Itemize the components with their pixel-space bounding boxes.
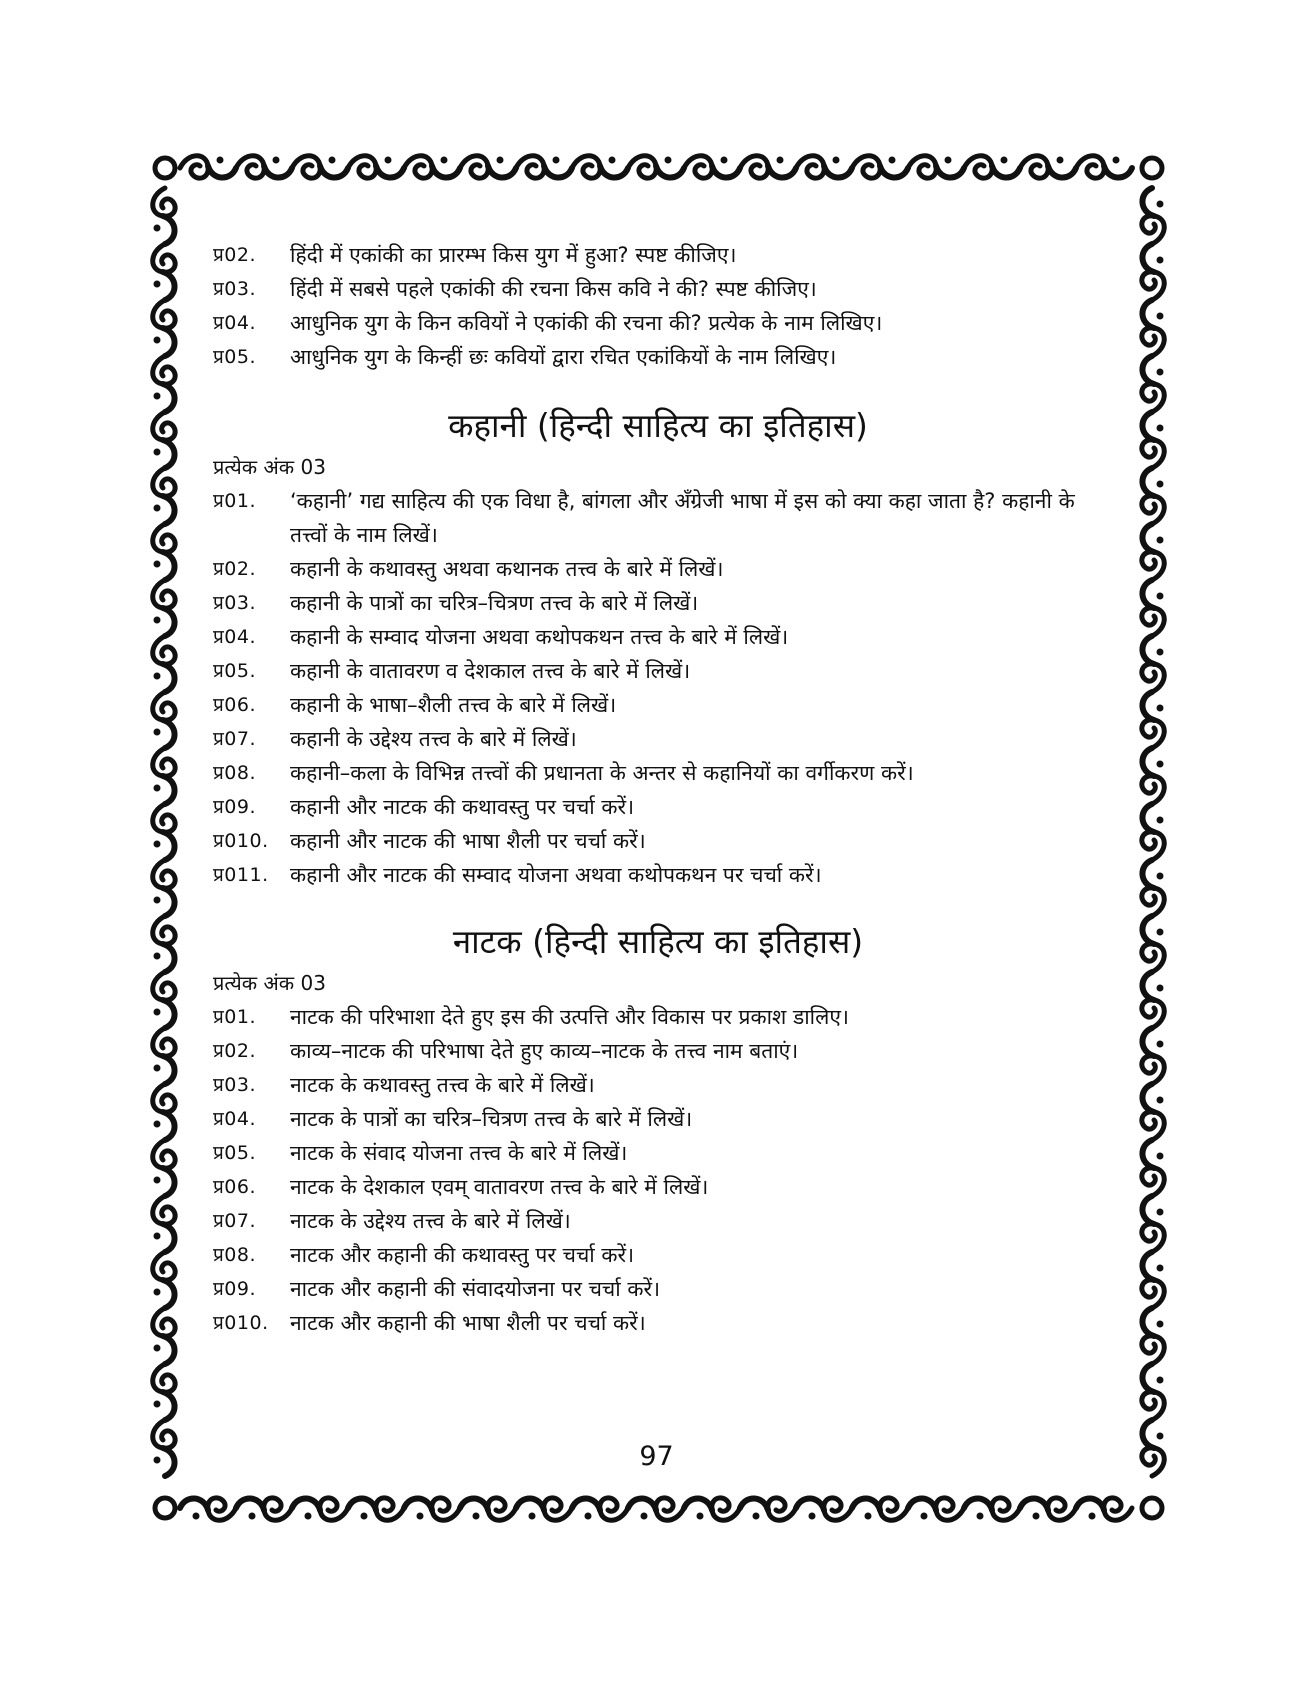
- question-item: [213, 552, 1103, 586]
- border-ornament: [684, 1498, 740, 1520]
- border-ornament: [153, 972, 175, 1028]
- question-number: प्र06.: [213, 1176, 257, 1198]
- marks-note: प्रत्येक अंक 03: [213, 455, 326, 479]
- border-ornament: [1076, 156, 1132, 178]
- question-item: [213, 238, 1103, 272]
- question-text: कहानी के भाषा–शैली तत्त्व के बारे में लिखें।: [290, 693, 617, 717]
- question-text: हिंदी में सबसे पहले एकांकी की रचना किस कवि ने की? स्पष्ट कीजिए।: [290, 277, 817, 301]
- border-ornament: [740, 1498, 796, 1520]
- border-ornament: [1142, 356, 1164, 412]
- question-number: प्र04.: [213, 312, 257, 334]
- border-ornament: [1142, 1252, 1164, 1308]
- border-ornament: [1142, 636, 1164, 692]
- border-ornament: [153, 1196, 175, 1252]
- border-ornament: [908, 1498, 964, 1520]
- question-number: प्र06.: [213, 694, 257, 716]
- border-ornament: [404, 156, 460, 178]
- border-ornament: [348, 1498, 404, 1520]
- question-text: नाटक के संवाद योजना तत्त्व के बारे में लिखें।: [290, 1141, 628, 1165]
- border-ornament: [153, 524, 175, 580]
- border-ornament: [852, 1498, 908, 1520]
- question-text: आधुनिक युग के किन कवियों ने एकांकी की रचना की? प्रत्येक के नाम लिखिए।: [290, 311, 883, 335]
- border-ornament: [1142, 692, 1164, 748]
- border-ornament: [572, 1498, 628, 1520]
- question-number: प्र09.: [213, 796, 257, 818]
- border-ornament: [852, 156, 908, 178]
- question-item: [213, 1306, 1103, 1340]
- question-text: कहानी और नाटक की कथावस्तु पर चर्चा करें।: [290, 795, 635, 819]
- question-text: नाटक और कहानी की संवादयोजना पर चर्चा करें।: [290, 1277, 661, 1301]
- border-ornament: [180, 1498, 236, 1520]
- question-number: प्र010.: [213, 830, 269, 852]
- border-ornament: [1142, 1084, 1164, 1140]
- question-item: [213, 722, 1103, 756]
- question-item: [213, 1204, 1103, 1238]
- question-text: नाटक और कहानी की भाषा शैली पर चर्चा करें।: [290, 1311, 646, 1335]
- border-ornament: [236, 156, 292, 178]
- question-item: [213, 484, 1103, 552]
- border-ornament: [153, 188, 175, 244]
- border-ornament: [1142, 244, 1164, 300]
- border-ornament: [964, 1498, 1020, 1520]
- border-ornament: [153, 804, 175, 860]
- border-ornament: [153, 636, 175, 692]
- question-text: कहानी और नाटक की सम्वाद योजना अथवा कथोपकथन पर चर्चा करें।: [290, 863, 822, 887]
- question-item: [213, 1034, 1103, 1068]
- border-left: [153, 188, 175, 1476]
- border-ornament: [1142, 916, 1164, 972]
- border-ornament: [153, 748, 175, 804]
- question-number: प्र02.: [213, 1040, 257, 1062]
- question-number: प्र05.: [213, 346, 257, 368]
- border-ornament: [153, 244, 175, 300]
- border-ornament: [1142, 1028, 1164, 1084]
- border-ornament: [1020, 156, 1076, 178]
- border-ornament: [153, 580, 175, 636]
- question-text: नाटक के पात्रों का चरित्र–चित्रण तत्त्व के बारे में लिखें।: [290, 1107, 693, 1131]
- border-ornament: [348, 156, 404, 178]
- border-top: [180, 156, 1132, 178]
- section-title: नाटक (हिन्दी साहित्य का इतिहास): [452, 922, 864, 961]
- question-text: कहानी के उद्देश्य तत्त्व के बारे में लिखें।: [290, 727, 577, 751]
- question-text: कहानी के पात्रों का चरित्र–चित्रण तत्त्व के बारे में लिखें।: [290, 591, 699, 615]
- question-number: प्र03.: [213, 1074, 257, 1096]
- border-ornament: [1142, 188, 1164, 244]
- border-ornament: [628, 1498, 684, 1520]
- question-item: [213, 654, 1103, 688]
- border-ornament: [404, 1498, 460, 1520]
- border-ornament: [460, 156, 516, 178]
- question-text: नाटक और कहानी की कथावस्तु पर चर्चा करें।: [290, 1243, 635, 1267]
- marks-note: प्रत्येक अंक 03: [213, 971, 326, 995]
- border-ornament: [796, 1498, 852, 1520]
- border-ornament: [1142, 524, 1164, 580]
- question-list: [213, 484, 1103, 892]
- border-ornament: [153, 860, 175, 916]
- border-ornament: [1142, 1364, 1164, 1420]
- section-intro-questions: [213, 238, 1103, 374]
- question-number: प्र02.: [213, 244, 257, 266]
- border-ornament: [1076, 1498, 1132, 1520]
- border-ornament: [964, 156, 1020, 178]
- question-list: [213, 238, 1103, 374]
- border-ornament: [292, 1498, 348, 1520]
- border-ornament: [153, 1308, 175, 1364]
- question-text: कहानी–कला के विभिन्न तत्त्वों की प्रधानता के अन्तर से कहानियों का वर्गीकरण करें।: [290, 761, 914, 785]
- question-text: नाटक की परिभाशा देते हुए इस की उत्पत्ति और विकास पर प्रकाश डालिए।: [290, 1005, 849, 1029]
- section-title: कहानी (हिन्दी साहित्य का इतिहास): [448, 406, 868, 445]
- border-ornament: [516, 1498, 572, 1520]
- question-number: प्र02.: [213, 558, 257, 580]
- border-ornament: [153, 1140, 175, 1196]
- border-ornament: [153, 916, 175, 972]
- border-ornament: [1142, 860, 1164, 916]
- border-ornament: [1142, 1196, 1164, 1252]
- question-item: [213, 688, 1103, 722]
- question-text: नाटक के उद्देश्य तत्त्व के बारे में लिखें।: [290, 1209, 571, 1233]
- border-ornament: [628, 156, 684, 178]
- question-number: प्र03.: [213, 592, 257, 614]
- question-text: ‘कहानी’ गद्य साहित्य की एक विधा है, बांगला और अँग्रेजी भाषा में इस को क्या कहा जाता है? कहानी के तत्त्वों के नाम लिखें।: [290, 489, 1075, 547]
- border-ornament: [153, 300, 175, 356]
- question-number: प्र01.: [213, 1006, 257, 1028]
- page-number: 97: [639, 1441, 674, 1472]
- question-item: [213, 620, 1103, 654]
- border-ornament: [1142, 468, 1164, 524]
- question-number: प्र01.: [213, 490, 257, 512]
- border-ornament: [153, 356, 175, 412]
- border-ornament: [572, 156, 628, 178]
- question-item: [213, 790, 1103, 824]
- border-ornament: [1142, 412, 1164, 468]
- border-ornament: [1142, 804, 1164, 860]
- section-kahani: [213, 404, 1103, 892]
- question-number: प्र07.: [213, 1210, 257, 1232]
- border-ornament: [153, 1364, 175, 1420]
- border-ornament: [153, 412, 175, 468]
- question-item: [213, 858, 1103, 892]
- border-ornament: [1142, 580, 1164, 636]
- question-list: [213, 1000, 1103, 1340]
- section-natak: [213, 920, 1103, 1340]
- question-number: प्र05.: [213, 1142, 257, 1164]
- question-text: हिंदी में एकांकी का प्रारम्भ किस युग में हुआ? स्पष्ट कीजिए।: [290, 243, 737, 267]
- question-item: [213, 306, 1103, 340]
- question-number: प्र04.: [213, 1108, 257, 1130]
- question-item: [213, 1068, 1103, 1102]
- question-item: [213, 1238, 1103, 1272]
- border-ornament: [908, 156, 964, 178]
- border-ornament: [1142, 300, 1164, 356]
- border-ornament: [153, 1084, 175, 1140]
- question-item: [213, 1136, 1103, 1170]
- border-ornament: [180, 156, 236, 178]
- border-ornament: [1142, 748, 1164, 804]
- border-bottom: [180, 1498, 1132, 1520]
- border-ornament: [153, 692, 175, 748]
- border-right: [1142, 188, 1164, 1476]
- question-number: प्र05.: [213, 660, 257, 682]
- question-text: आधुनिक युग के किन्हीं छः कवियों द्वारा रचित एकांकियों के नाम लिखिए।: [290, 345, 837, 369]
- question-item: [213, 756, 1103, 790]
- question-text: नाटक के देशकाल एवम् वातावरण तत्त्व के बारे में लिखें।: [290, 1175, 709, 1199]
- border-ornament: [153, 1028, 175, 1084]
- question-number: प्र07.: [213, 728, 257, 750]
- border-ornament: [1142, 972, 1164, 1028]
- question-number: प्र09.: [213, 1278, 257, 1300]
- question-item: [213, 586, 1103, 620]
- question-item: [213, 1170, 1103, 1204]
- border-ornament: [1020, 1498, 1076, 1520]
- border-ornament: [516, 156, 572, 178]
- border-ornament: [684, 156, 740, 178]
- question-item: [213, 824, 1103, 858]
- question-item: [213, 1272, 1103, 1306]
- border-ornament: [1142, 1140, 1164, 1196]
- border-ornament: [1142, 1308, 1164, 1364]
- question-text: कहानी के वातावरण व देशकाल तत्त्व के बारे में लिखें।: [290, 659, 691, 683]
- question-text: कहानी के सम्वाद योजना अथवा कथोपकथन तत्त्व के बारे में लिखें।: [290, 625, 789, 649]
- corner-top-right: [1142, 158, 1162, 178]
- border-ornament: [460, 1498, 516, 1520]
- corner-bottom-left: [155, 1498, 175, 1518]
- question-item: [213, 272, 1103, 306]
- border-ornament: [153, 1252, 175, 1308]
- question-number: प्र03.: [213, 278, 257, 300]
- corner-top-left: [155, 158, 175, 178]
- border-ornament: [153, 468, 175, 524]
- question-item: [213, 1000, 1103, 1034]
- border-ornament: [236, 1498, 292, 1520]
- question-number: प्र011.: [213, 864, 269, 886]
- question-text: कहानी के कथावस्तु अथवा कथानक तत्त्व के बारे में लिखें।: [290, 557, 724, 581]
- page-content: [213, 232, 1103, 1340]
- question-number: प्र010.: [213, 1312, 269, 1334]
- border-ornament: [292, 156, 348, 178]
- question-number: प्र08.: [213, 762, 257, 784]
- border-ornament: [740, 156, 796, 178]
- question-number: प्र08.: [213, 1244, 257, 1266]
- question-text: कहानी और नाटक की भाषा शैली पर चर्चा करें।: [290, 829, 646, 853]
- question-text: काव्य–नाटक की परिभाषा देते हुए काव्य–नाटक के तत्त्व नाम बताएं।: [290, 1039, 799, 1063]
- border-ornament: [796, 156, 852, 178]
- question-text: नाटक के कथावस्तु तत्त्व के बारे में लिखें।: [290, 1073, 595, 1097]
- question-number: प्र04.: [213, 626, 257, 648]
- question-item: [213, 1102, 1103, 1136]
- question-item: [213, 340, 1103, 374]
- corner-bottom-right: [1142, 1498, 1162, 1518]
